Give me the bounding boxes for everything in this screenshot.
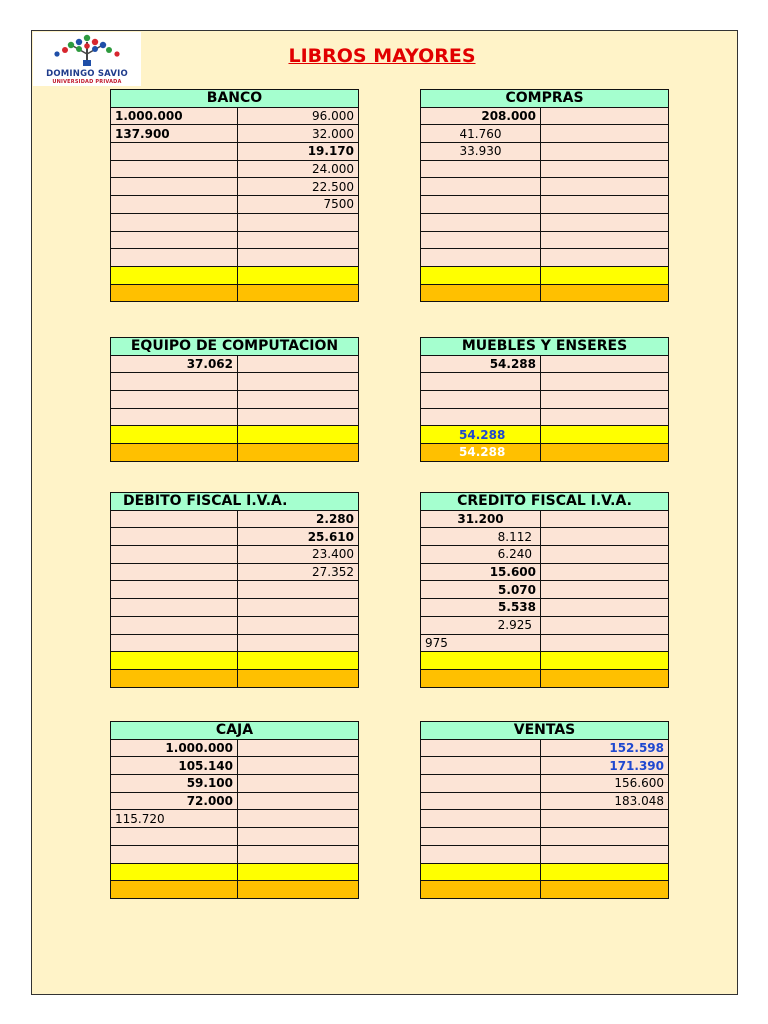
debit-cell: 1.000.000	[111, 739, 238, 757]
credit-cell	[238, 634, 359, 652]
debit-cell	[421, 739, 541, 757]
credit-cell	[238, 581, 359, 599]
page-title: LIBROS MAYORES	[288, 45, 476, 67]
debit-cell	[111, 178, 238, 196]
credit-cell: 171.390	[541, 757, 669, 775]
credit-cell	[541, 178, 669, 196]
debit-cell	[111, 391, 238, 409]
debit-cell: 54.288	[421, 355, 541, 373]
debit-cell	[111, 528, 238, 546]
credit-cell	[238, 757, 359, 775]
debit-cell	[421, 757, 541, 775]
total-cell	[541, 863, 669, 881]
debit-cell	[111, 373, 238, 391]
debit-cell: 975	[421, 634, 541, 652]
total-cell: 54.288	[421, 426, 541, 444]
debit-cell	[421, 231, 541, 249]
ledger-header: CREDITO FISCAL I.V.A.	[421, 493, 669, 511]
credit-cell	[238, 739, 359, 757]
credit-cell: 23.400	[238, 546, 359, 564]
credit-cell	[541, 355, 669, 373]
credit-cell	[238, 373, 359, 391]
debit-cell	[421, 775, 541, 793]
debit-cell	[421, 810, 541, 828]
ledger-header: COMPRAS	[421, 90, 669, 108]
ledger-header: EQUIPO DE COMPUTACION	[111, 338, 359, 356]
balance-cell	[541, 669, 669, 687]
balance-cell	[111, 881, 238, 899]
total-cell	[111, 863, 238, 881]
credit-cell: 96.000	[238, 107, 359, 125]
total-cell	[238, 863, 359, 881]
debit-cell: 208.000	[421, 107, 541, 125]
credit-cell: 156.600	[541, 775, 669, 793]
balance-cell: 54.288	[421, 444, 541, 462]
ledger-compras	[420, 89, 669, 302]
credit-cell: 2.280	[238, 510, 359, 528]
credit-cell	[541, 125, 669, 143]
ledger-header: DEBITO FISCAL I.V.A.	[111, 493, 359, 511]
total-cell	[421, 266, 541, 284]
balance-cell	[421, 669, 541, 687]
credit-cell	[541, 373, 669, 391]
credit-cell	[541, 213, 669, 231]
debit-cell: 15.600	[421, 563, 541, 581]
credit-cell: 22.500	[238, 178, 359, 196]
debit-cell	[421, 213, 541, 231]
credit-cell: 152.598	[541, 739, 669, 757]
credit-cell	[238, 845, 359, 863]
credit-cell: 32.000	[238, 125, 359, 143]
credit-cell	[541, 634, 669, 652]
credit-cell	[541, 581, 669, 599]
debit-cell	[111, 160, 238, 178]
debit-cell	[421, 373, 541, 391]
debit-cell: 5.070	[421, 581, 541, 599]
debit-cell	[111, 143, 238, 161]
credit-cell	[541, 810, 669, 828]
balance-cell	[541, 444, 669, 462]
debit-cell	[111, 231, 238, 249]
debit-cell	[421, 249, 541, 267]
debit-cell	[421, 178, 541, 196]
logo-tree-icon	[33, 32, 141, 72]
debit-cell: 105.140	[111, 757, 238, 775]
debit-cell	[111, 634, 238, 652]
ledger-header: CAJA	[111, 722, 359, 740]
debit-cell	[421, 391, 541, 409]
total-cell	[541, 426, 669, 444]
debit-cell: 6.240	[421, 546, 541, 564]
debit-cell	[111, 510, 238, 528]
debit-cell	[421, 845, 541, 863]
credit-cell: 7500	[238, 196, 359, 214]
debit-cell	[421, 792, 541, 810]
credit-cell	[238, 828, 359, 846]
debit-cell: 115.720	[111, 810, 238, 828]
balance-cell	[421, 881, 541, 899]
credit-cell	[541, 510, 669, 528]
debit-cell: 31.200	[421, 510, 541, 528]
credit-cell	[541, 616, 669, 634]
debit-cell: 137.900	[111, 125, 238, 143]
debit-cell	[421, 196, 541, 214]
credit-cell	[238, 355, 359, 373]
credit-cell	[541, 391, 669, 409]
balance-cell	[541, 881, 669, 899]
ledger-ventas	[420, 721, 669, 899]
debit-cell	[111, 581, 238, 599]
balance-cell	[238, 881, 359, 899]
total-cell	[421, 863, 541, 881]
total-cell	[111, 266, 238, 284]
debit-cell: 33.930	[421, 143, 541, 161]
university-logo	[33, 32, 141, 86]
total-cell	[541, 266, 669, 284]
total-cell	[238, 652, 359, 670]
ledger-caja	[110, 721, 359, 899]
credit-cell	[541, 143, 669, 161]
credit-cell: 24.000	[238, 160, 359, 178]
credit-cell	[541, 845, 669, 863]
debit-cell	[421, 828, 541, 846]
debit-cell	[111, 546, 238, 564]
balance-cell	[111, 669, 238, 687]
ledger-credito-fiscal-iva	[420, 492, 669, 688]
credit-cell	[238, 792, 359, 810]
credit-cell: 25.610	[238, 528, 359, 546]
credit-cell	[238, 775, 359, 793]
credit-cell	[541, 107, 669, 125]
credit-cell	[541, 408, 669, 426]
credit-cell	[238, 391, 359, 409]
ledger-header: MUEBLES Y ENSERES	[421, 338, 669, 356]
credit-cell	[238, 599, 359, 617]
credit-cell	[238, 231, 359, 249]
credit-cell	[541, 563, 669, 581]
balance-cell	[421, 284, 541, 302]
credit-cell: 19.170	[238, 143, 359, 161]
debit-cell	[111, 196, 238, 214]
debit-cell: 59.100	[111, 775, 238, 793]
balance-cell	[111, 444, 238, 462]
total-cell	[111, 652, 238, 670]
total-cell	[541, 652, 669, 670]
debit-cell: 41.760	[421, 125, 541, 143]
ledger-header: VENTAS	[421, 722, 669, 740]
debit-cell	[421, 408, 541, 426]
credit-cell: 27.352	[238, 563, 359, 581]
ledger-equipo-de-computacion	[110, 337, 359, 462]
logo-name: DOMINGO SAVIO	[46, 69, 128, 79]
credit-cell	[541, 528, 669, 546]
debit-cell: 1.000.000	[111, 107, 238, 125]
total-cell	[238, 266, 359, 284]
debit-cell: 8.112	[421, 528, 541, 546]
credit-cell	[238, 249, 359, 267]
debit-cell: 72.000	[111, 792, 238, 810]
credit-cell	[541, 196, 669, 214]
ledger-header: BANCO	[111, 90, 359, 108]
debit-cell	[111, 213, 238, 231]
debit-cell	[111, 599, 238, 617]
ledger-debito-fiscal-iva	[110, 492, 359, 688]
credit-cell	[541, 599, 669, 617]
total-cell	[238, 426, 359, 444]
credit-cell	[238, 213, 359, 231]
balance-cell	[541, 284, 669, 302]
debit-cell	[111, 845, 238, 863]
debit-cell	[111, 249, 238, 267]
debit-cell	[111, 616, 238, 634]
credit-cell	[541, 231, 669, 249]
credit-cell	[238, 810, 359, 828]
debit-cell	[111, 408, 238, 426]
balance-cell	[111, 284, 238, 302]
debit-cell	[111, 828, 238, 846]
debit-cell: 2.925	[421, 616, 541, 634]
balance-cell	[238, 284, 359, 302]
ledger-banco	[110, 89, 359, 302]
balance-cell	[238, 669, 359, 687]
credit-cell	[238, 616, 359, 634]
ledger-muebles-y-enseres	[420, 337, 669, 462]
credit-cell	[541, 249, 669, 267]
debit-cell	[421, 160, 541, 178]
credit-cell	[541, 828, 669, 846]
credit-cell	[238, 408, 359, 426]
logo-subtitle: UNIVERSIDAD PRIVADA	[52, 79, 122, 85]
debit-cell	[111, 563, 238, 581]
total-cell	[111, 426, 238, 444]
debit-cell: 37.062	[111, 355, 238, 373]
balance-cell	[238, 444, 359, 462]
total-cell	[421, 652, 541, 670]
debit-cell: 5.538	[421, 599, 541, 617]
credit-cell	[541, 160, 669, 178]
credit-cell: 183.048	[541, 792, 669, 810]
credit-cell	[541, 546, 669, 564]
ledger-sheet	[31, 30, 738, 995]
